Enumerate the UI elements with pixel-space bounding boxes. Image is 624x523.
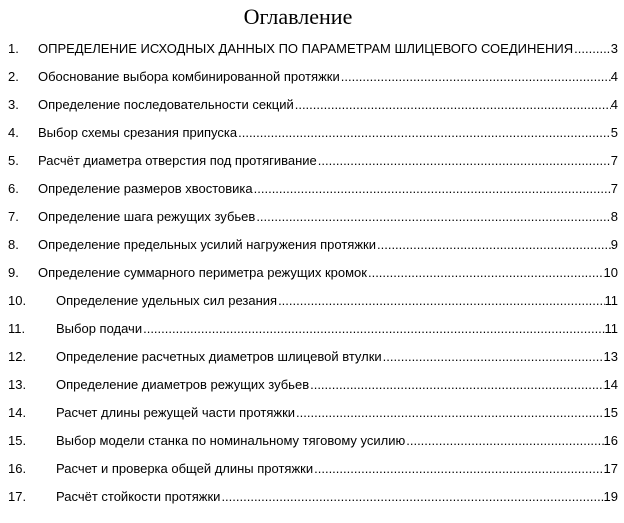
toc-dot-leader — [295, 402, 604, 424]
toc-page-number: 3 — [610, 41, 618, 56]
toc-entry-number: 5. — [8, 153, 19, 168]
toc-entry[interactable] — [0, 346, 624, 368]
toc-dot-leader — [277, 290, 604, 312]
toc-page-number: 8 — [610, 209, 618, 224]
toc-title: Оглавление — [243, 4, 353, 29]
toc-entry[interactable] — [0, 486, 624, 508]
toc-entry[interactable] — [0, 150, 624, 172]
toc-entry[interactable] — [0, 38, 624, 60]
toc-page-number: 10 — [603, 265, 618, 280]
toc-page-number: 14 — [603, 377, 618, 392]
toc-dot-leader — [237, 122, 611, 144]
toc-entry-number: 1. — [8, 41, 19, 56]
toc-entry-text: Расчёт стойкости протяжки — [56, 489, 221, 504]
toc-entry-number: 11. — [8, 321, 26, 336]
toc-entry[interactable] — [0, 318, 624, 340]
toc-entry-text: Определение расчетных диаметров шлицевой втулки — [56, 349, 382, 364]
toc-entry-text: Определение удельных сил резания — [56, 293, 278, 308]
toc-page-number: 5 — [610, 125, 618, 140]
toc-entry-text: Выбор подачи — [56, 321, 143, 336]
toc-entry-number: 13. — [8, 377, 27, 392]
toc-entry-text: Обоснование выбора комбинированной протяжки — [38, 69, 340, 84]
toc-page-number: 7 — [610, 181, 618, 196]
toc-entry-text: ОПРЕДЕЛЕНИЕ ИСХОДНЫХ ДАННЫХ ПО ПАРАМЕТРАМ ШЛИЦЕВОГО СОЕДИНЕНИЯ — [38, 41, 574, 56]
toc-page-number: 13 — [603, 349, 618, 364]
toc-entry[interactable] — [0, 430, 624, 452]
toc-entry-text: Расчет длины режущей части протяжки — [56, 405, 296, 420]
toc-entry-number: 15. — [8, 433, 27, 448]
toc-entry-number: 4. — [8, 125, 19, 140]
toc-page-number: 17 — [603, 461, 618, 476]
toc-page-number: 4 — [610, 69, 618, 84]
toc-page-number: 16 — [603, 433, 618, 448]
toc-dot-leader — [573, 38, 611, 60]
toc-entry-text: Расчёт диаметра отверстия под протягивание — [38, 153, 317, 168]
toc-dot-leader — [405, 430, 603, 452]
toc-page-number: 7 — [610, 153, 618, 168]
toc-entry-number: 2. — [8, 69, 19, 84]
toc-entry[interactable] — [0, 94, 624, 116]
toc-dot-leader — [309, 374, 603, 396]
toc-page-number: 11 — [604, 293, 618, 308]
toc-entry-number: 10. — [8, 293, 27, 308]
toc-entry-number: 17. — [8, 489, 27, 504]
toc-dot-leader — [382, 346, 604, 368]
toc-dot-leader — [376, 234, 611, 256]
toc-dot-leader — [142, 318, 604, 340]
toc-entry[interactable] — [0, 374, 624, 396]
toc-entry-number: 8. — [8, 237, 19, 252]
toc-entry-text: Определение размеров хвостовика — [38, 181, 253, 196]
toc-entry-number: 16. — [8, 461, 27, 476]
toc-entry[interactable] — [0, 262, 624, 284]
toc-entry-number: 12. — [8, 349, 27, 364]
toc-entry-text: Определение суммарного периметра режущих кромок — [38, 265, 367, 280]
toc-dot-leader — [294, 94, 611, 116]
toc-entry-text: Выбор схемы срезания припуска — [38, 125, 238, 140]
toc-entry[interactable] — [0, 402, 624, 424]
toc-page-number: 4 — [610, 97, 618, 112]
toc-entry-number: 7. — [8, 209, 19, 224]
toc-dot-leader — [367, 262, 604, 284]
toc-entry-text: Выбор модели станка по номинальному тяговому усилию — [56, 433, 406, 448]
toc-dot-leader — [313, 458, 603, 480]
toc-entry-number: 3. — [8, 97, 19, 112]
toc-entry[interactable] — [0, 290, 624, 312]
toc-entry[interactable] — [0, 458, 624, 480]
toc-page-number: 9 — [610, 237, 618, 252]
toc-page-number: 19 — [603, 489, 618, 504]
toc-dot-leader — [255, 206, 610, 228]
toc-entry[interactable] — [0, 66, 624, 88]
toc-page-number: 15 — [603, 405, 618, 420]
toc-entry[interactable] — [0, 234, 624, 256]
toc-dot-leader — [317, 150, 611, 172]
toc-page-number: 11 — [604, 321, 618, 336]
toc-entry-text: Определение диаметров режущих зубьев — [56, 377, 310, 392]
toc-entry[interactable] — [0, 178, 624, 200]
toc-entry-number: 14. — [8, 405, 27, 420]
toc-entry[interactable] — [0, 122, 624, 144]
toc-entry-text: Расчет и проверка общей длины протяжки — [56, 461, 314, 476]
toc-dot-leader — [253, 178, 611, 200]
toc-entry-text: Определение шага режущих зубьев — [38, 209, 256, 224]
toc-dot-leader — [340, 66, 611, 88]
toc-entry[interactable] — [0, 206, 624, 228]
toc-entry-number: 6. — [8, 181, 19, 196]
toc-entry-number: 9. — [8, 265, 19, 280]
toc-dot-leader — [220, 486, 603, 508]
toc-entry-text: Определение предельных усилий нагружения протяжки — [38, 237, 376, 252]
toc-entry-text: Определение последовательности секций — [38, 97, 294, 112]
